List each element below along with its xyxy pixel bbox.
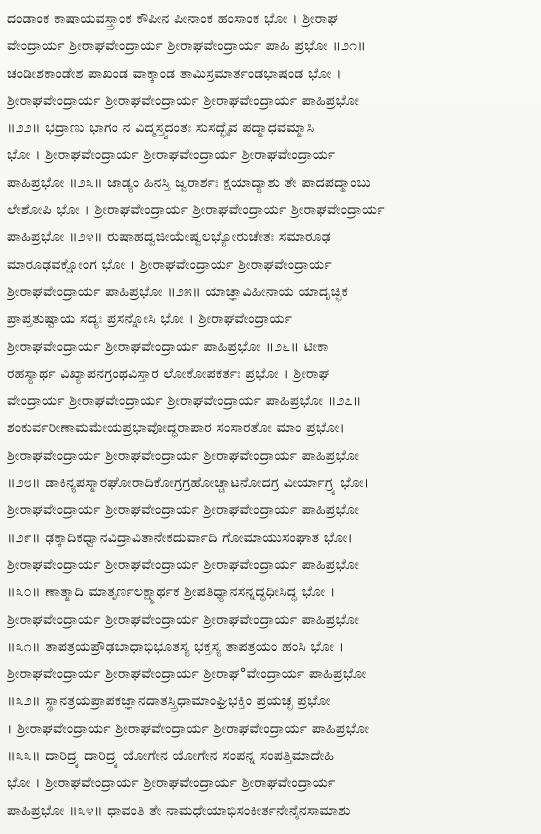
text-line: ॥೨೨॥ ಭದ್ರಾಣು ಭಾಗಂ ನ ವಿದ್ಮಸ್ತ್ವದಂತಃ ಸುಸದ್ಭೈವ ಪದ್ಮಾಧವಮ್ಮಾಸಿ [7,120,315,137]
text-line: ಶ್ರೀರಾಘವೇಂದ್ರಾರ್ಯ ಶ್ರೀರಾಘವೇಂದ್ರಾರ್ಯ ಪಾಹಿಪ್ರಭೋ ॥೨೬॥ ಟೀಕಾ [7,338,329,355]
text-line: ದಂಡಾಂಕ ಕಾಷಾಯವಸ್ತ್ರಾಂಕ ಕೌಪೀನ ಪೀನಾಂಕ ಹಂಸಾಂಕ ಭೋ । ಶ್ರೀರಾಘ [7,11,339,27]
text-line: ॥೨೮॥ ಡಾಕಿನ್ಯಪಸ್ಮಾರಘೋರಾದಿಕೋಗ್ರಗ್ರಹೋಚ್ಚಾಟನೋದಗ್ರ ವೀರ್ಯಾಗ್ರ್ಯ ಭೋ। [7,475,370,492]
text-line: ಮಾರೂಢವಕ್ಷೋಂಗ ಭೋ । ಶ್ರೀರಾಘವೇಂದ್ರಾರ್ಯ ಶ್ರೀರಾಘವೇಂದ್ರಾರ್ಯ [7,256,332,273]
text-line: ಲೇಶೋಪಿ ಭೋ । ಶ್ರೀರಾಘವೇಂದ್ರಾರ್ಯ ಶ್ರೀರಾಘವೇಂದ್ರಾರ್ಯ ಶ್ರೀರಾಘವೇಂದ್ರಾರ್ಯ [7,202,385,219]
text-line: ಶ್ರೀರಾಘವೇಂದ್ರಾರ್ಯ ಶ್ರೀರಾಘವೇಂದ್ರಾರ್ಯ ಶ್ರೀರಾಘವೇಂದ್ರಾರ್ಯ ಪಾಹಿಪ್ರಭೋ [7,447,360,464]
text-line: ವೇಂದ್ರಾರ್ಯ ಶ್ರೀರಾಘವೇಂದ್ರಾರ್ಯ ಶ್ರೀರಾಘವೇಂದ್ರಾರ್ಯ ಪಾಹಿ ಪ್ರಭೋ ॥೨೧॥ [7,38,366,55]
text-line: ॥೩೨॥ ಸ್ಥಾನತ್ರಯಪ್ರಾಪಕಜ್ಞಾನದಾತಸ್ತ್ರಿಧಾಮಾಂಘ್ರಿಭಕ್ತಿಂ ಪ್ರಯಚ್ಛ ಪ್ರಭೋ [7,693,331,710]
text-line: ॥೨೯॥ ಢಕ್ಕಾದಿಕಧ್ವಾನವಿದ್ರಾವಿತಾನೇಕದುರ್ವಾದಿ ಗೋಮಾಯುಸಂಘಾತ ಭೋ। [7,529,353,546]
scripture-text-block [7,6,533,825]
text-line: ಪಾಹಿಪ್ರಭೋ ॥೩೪॥ ಧಾವಂತಿ ತೇ ನಾಮಧೇಯಾಭಿಸಂಕೀರ್ತನೇನೈನಸಾಮಾಶು [7,802,351,819]
text-line: ॥೩೧॥ ತಾಪತ್ರಯಪ್ರೌಢಬಾಧಾಭಿಭೂತಸ್ಯ ಭಕ್ತಸ್ಯ ತಾಪತ್ರಯಂ ಹಂಸಿ ಭೋ । [7,638,345,655]
text-line: । ಶ್ರೀರಾಘವೇಂದ್ರಾರ್ಯ ಶ್ರೀರಾಘವೇಂದ್ರಾರ್ಯ ಶ್ರೀರಾಘವೇಂದ್ರಾರ್ಯ ಪಾಹಿಪ್ರಭೋ [7,720,370,737]
text-line: ಶಂಕುರ್ವರೀಣಾಮಮೇಯಪ್ರಭಾವೋದ್ಧರಾಪಾರ ಸಂಸಾರತೋ ಮಾಂ ಪ್ರಭೋ। [7,420,345,437]
text-line: ಪಾಹಿಪ್ರಭೋ ॥೨೩॥ ಜಾಡ್ಯಂ ಹಿನಸ್ತಿ ಜ್ವರಾರ್ಶಃ ಕ್ಷಯಾದ್ಯಾಶು ತೇ ಪಾದಪದ್ಮಾಂಬು [7,174,371,191]
text-line: ಶ್ರೀರಾಘವೇಂದ್ರಾರ್ಯ ಶ್ರೀರಾಘವೇಂದ್ರಾರ್ಯ ಶ್ರೀರಾಘವೇಂದ್ರಾರ್ಯ ಪಾಹಿಪ್ರಭೋ [7,611,360,628]
text-line: ಭೋ । ಶ್ರೀರಾಘವೇಂದ್ರಾರ್ಯ ಶ್ರೀರಾಘವೇಂದ್ರಾರ್ಯ ಶ್ರೀರಾಘವೇಂದ್ರಾರ್ಯ [7,775,336,792]
text-line: ಶ್ರೀರಾಘವೇಂದ್ರಾರ್ಯ ಶ್ರೀರಾಘವೇಂದ್ರಾರ್ಯ ಶ್ರೀರಾಘವೇಂದ್ರಾರ್ಯ ಪಾಹಿಪ್ರಭೋ [7,556,360,573]
text-line: ಶ್ರೀರಾಘವೇಂದ್ರಾರ್ಯ ಪಾಹಿಪ್ರಭೋ ॥೨೫॥ ಯಾಚ್ಞಾವಿಹೀನಾಯ ಯಾದೃಚ್ಛಿಕ [7,283,348,300]
text-line: ಚಂಡೀಶಕಾಂಡೇಶ ಪಾಖಂಡ ವಾಕ್ಕಾಂಡ ತಾಮಿಸ್ರಮಾರ್ತಂಡಭಾಷಂಡ ಭೋ । [7,65,342,82]
text-line: ರಹಸ್ಯಾರ್ಥ ವಿಖ್ಯಾಪನಗ್ರಂಥವಿಸ್ತಾರ ಲೋಕೋಪಕರ್ತಃ ಪ್ರಭೋ । ಶ್ರೀರಾಘ [7,365,330,382]
text-line: ಶ್ರೀರಾಘವೇಂದ್ರಾರ್ಯ ಶ್ರೀರಾಘವೇಂದ್ರಾರ್ಯ ಶ್ರೀರಾಘ°ವೇಂದ್ರಾರ್ಯ ಪಾಹಿಪ್ರಭೋ [7,666,367,683]
text-line: ॥೩೩॥ ದಾರಿದ್ರ್ಯ ದಾರಿದ್ರ್ಯ ಯೋಗೇನ ಯೋಗೇನ ಸಂಪನ್ನ ಸಂಪತ್ತಿಮಾದೇಹಿ [7,748,335,765]
text-line: ಪ್ರಾಪ್ತತುಷ್ಟಾಯ ಸದ್ಯಃ ಪ್ರಸನ್ನೋಸಿ ಭೋ । ಶ್ರೀರಾಘವೇಂದ್ರಾರ್ಯ [7,311,293,328]
text-line: ಭೋ । ಶ್ರೀರಾಘವೇಂದ್ರಾರ್ಯ ಶ್ರೀರಾಘವೇಂದ್ರಾರ್ಯ ಶ್ರೀರಾಘವೇಂದ್ರಾರ್ಯ [7,147,336,164]
text-line: ಶ್ರೀರಾಘವೇಂದ್ರಾರ್ಯ ಶ್ರೀರಾಘವೇಂದ್ರಾರ್ಯ ಶ್ರೀರಾಘವೇಂದ್ರಾರ್ಯ ಪಾಹಿಪ್ರಭೋ [7,502,360,519]
text-line: ಪಾಹಿಪ್ರಭೋ ॥೨೪॥ ರುಷಾಹದ್ವಜೀಯೇಷ್ವಲಭ್ಯೋರುಚೇತಃ ಸಮಾರೂಢ [7,229,331,246]
text-line: ಶ್ರೀರಾಘವೇಂದ್ರಾರ್ಯ ಶ್ರೀರಾಘವೇಂದ್ರಾರ್ಯ ಶ್ರೀರಾಘವೇಂದ್ರಾರ್ಯ ಪಾಹಿಪ್ರಭೋ [7,92,360,109]
text-line: ॥೩೦॥ ಣಾತ್ಮಾದಿ ಮಾತೃರ್ಣಲಕ್ಷ್ಮಾರ್ಥಕ ಶ್ರೀಪತಿಧ್ಯಾನಸನ್ನದ್ಧಧೀಸಿದ್ಧ ಭೋ । [7,584,336,601]
text-line: ವೇಂದ್ರಾರ್ಯ ಶ್ರೀರಾಘವೇಂದ್ರಾರ್ಯ ಶ್ರೀರಾಘವೇಂದ್ರಾರ್ಯ ಪಾಹಿಪ್ರಭೋ ॥೨೭॥ [7,393,362,410]
